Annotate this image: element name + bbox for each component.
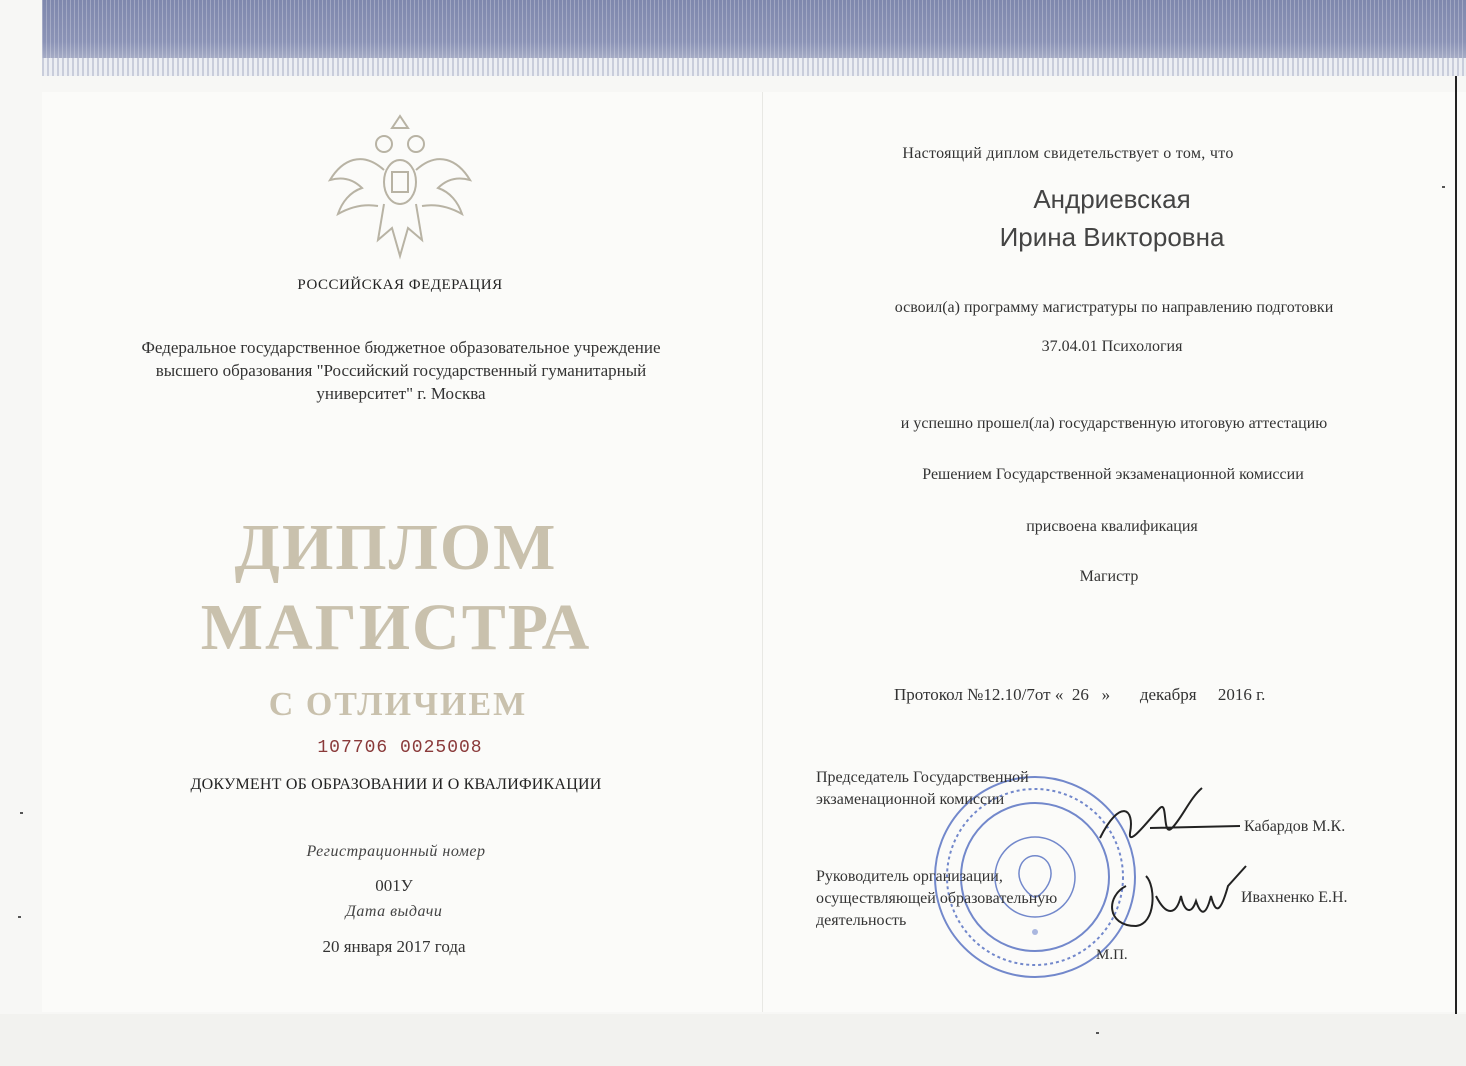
chairman-name: Кабардов М.К.: [1244, 818, 1346, 835]
title-masters: МАГИСТРА: [200, 591, 592, 664]
honors-label: С ОТЛИЧИЕМ: [268, 686, 528, 723]
graduate-given-names: Ирина Викторовна: [999, 222, 1225, 252]
institution-name: Федеральное государственное бюджетное образовательное учреждение высшего образования "Российский государственный гуманитарный университет" г. Москва: [141, 338, 661, 403]
attestation-statement: и успешно прошел(ла) государственную итоговую аттестацию: [900, 415, 1328, 432]
qualification-label: присвоена квалификация: [1026, 518, 1198, 535]
double-headed-eagle-emblem-icon: [322, 110, 478, 266]
title-diploma: ДИПЛОМ: [234, 511, 558, 584]
graduate-surname: Андриевская: [1033, 184, 1191, 214]
registration-number-label: Регистрационный номер: [306, 843, 486, 860]
head-name: Ивахненко Е.Н.: [1241, 889, 1348, 906]
registration-number: 001У: [375, 876, 413, 895]
protocol-day: 26: [1071, 685, 1089, 704]
issue-date-label: Дата выдачи: [345, 903, 443, 920]
issue-date: 20 января 2017 года: [322, 937, 466, 956]
scan-right-edge: [1455, 76, 1457, 1016]
protocol-prefix: Протокол №: [894, 685, 984, 704]
specialty: 37.04.01 Психология: [1041, 338, 1183, 355]
qualification: Магистр: [1079, 568, 1139, 585]
certification-intro: Настоящий диплом свидетельствует о том, что: [902, 145, 1234, 162]
page-fold: [762, 92, 763, 1012]
scan-top-band: [42, 0, 1466, 76]
chairman-title: Председатель Государственной экзаменационной комиссии: [816, 769, 1029, 808]
head-title: Руководитель организации, осуществляющей образовательную деятельность: [816, 868, 1058, 929]
protocol-line: [894, 685, 1265, 705]
commission-decision: Решением Государственной экзаменационной комиссии: [922, 466, 1304, 483]
chairman-signature: [1090, 778, 1260, 858]
scan-speck: [18, 916, 21, 918]
protocol-month: декабря: [1139, 685, 1197, 704]
protocol-number: 12.10/7: [983, 685, 1035, 704]
serial-number: 107706 0025008: [317, 738, 483, 758]
protocol-from: от «: [1034, 685, 1064, 704]
program-statement: освоил(а) программу магистратуры по направлению подготовки: [894, 299, 1334, 316]
scan-speck: [20, 812, 23, 814]
seal-place-mark: М.П.: [1096, 947, 1128, 963]
country-name: РОССИЙСКАЯ ФЕДЕРАЦИЯ: [297, 277, 503, 293]
scan-bottom-margin: [0, 1014, 1466, 1066]
protocol-year: 2016 г.: [1217, 685, 1266, 704]
scan-speck: [1442, 186, 1445, 188]
scan-speck: [1096, 1032, 1099, 1034]
document-type: ДОКУМЕНТ ОБ ОБРАЗОВАНИИ И О КВАЛИФИКАЦИИ: [190, 776, 602, 793]
scan-left-margin: [0, 0, 42, 76]
protocol-close-quote: »: [1101, 685, 1111, 704]
